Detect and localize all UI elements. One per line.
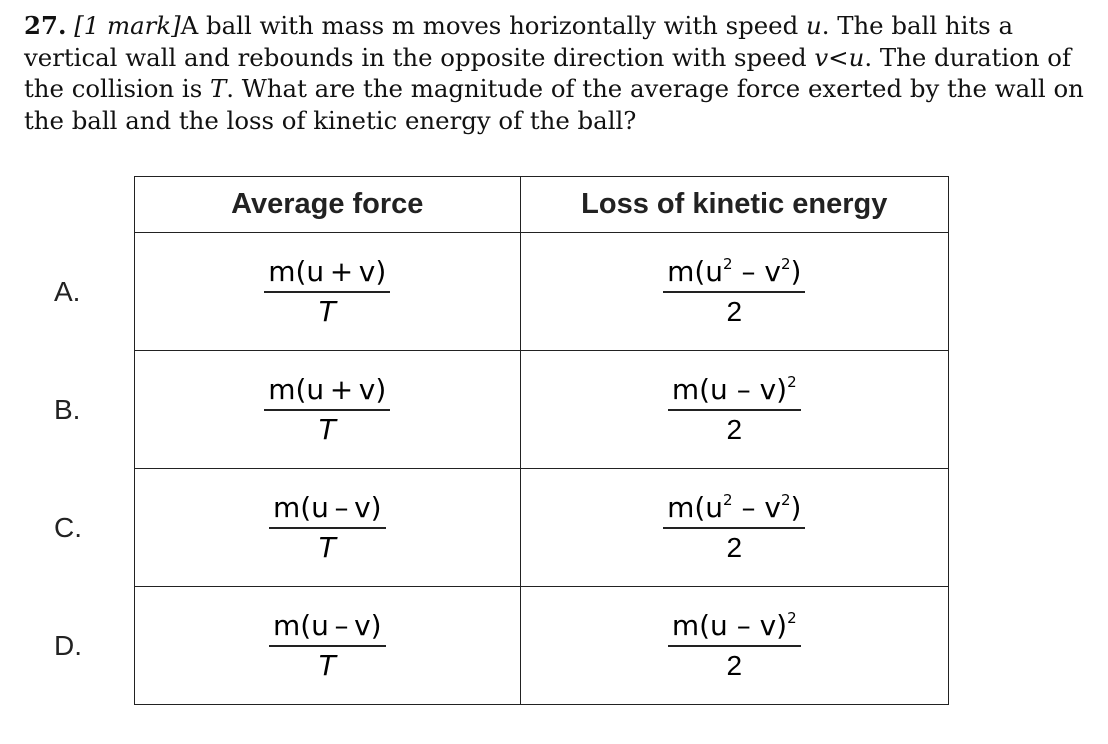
force-fraction xyxy=(269,609,386,683)
force-cell xyxy=(135,587,521,705)
energy-denominator: 2 xyxy=(726,413,743,445)
question-text-part: . The ball hits a vertical wall and rebounds in the opposite direction with speed xyxy=(24,11,1013,72)
force-denominator xyxy=(319,411,336,447)
question-text xyxy=(24,10,1094,136)
header-loss-kinetic-energy: Loss of kinetic energy xyxy=(520,177,948,233)
options-table xyxy=(134,176,949,705)
force-denominator xyxy=(319,529,336,565)
force-numerator: m(u + v) xyxy=(264,255,390,293)
energy-exponent: 2 xyxy=(723,254,733,273)
energy-fraction xyxy=(663,491,805,565)
force-denominator-var: T xyxy=(318,530,336,564)
force-numerator: m(u – v) xyxy=(269,609,386,647)
energy-num-part: – v xyxy=(732,490,781,524)
force-denominator-var: T xyxy=(318,412,336,446)
energy-num-part: ) xyxy=(790,490,802,524)
energy-num-part: m(u xyxy=(667,254,724,288)
table-row-b[interactable] xyxy=(135,351,949,469)
energy-numerator xyxy=(663,491,805,529)
energy-num-part: – v xyxy=(732,254,781,288)
table-row-c[interactable] xyxy=(135,469,949,587)
energy-numerator xyxy=(668,373,801,411)
energy-exponent: 2 xyxy=(780,254,791,273)
force-fraction xyxy=(269,491,386,565)
option-letter-d[interactable]: D. xyxy=(54,630,82,661)
force-fraction xyxy=(264,255,390,329)
force-numerator: m(u + v) xyxy=(264,373,390,411)
energy-num-part: m(u – v) xyxy=(671,372,788,406)
force-denominator-var: T xyxy=(318,648,336,682)
force-cell xyxy=(135,351,521,469)
question-number: 27. xyxy=(24,11,67,40)
energy-cell xyxy=(520,469,948,587)
question-text-part: . What are the magnitude of the average force exerted by the wall on the ball and the loss of kinetic energy of the ball? xyxy=(24,74,1084,135)
energy-exponent: 2 xyxy=(787,372,797,391)
energy-exponent: 2 xyxy=(723,490,733,509)
var-v-lt-u: v<u xyxy=(814,42,865,72)
force-numerator: m(u – v) xyxy=(269,491,386,529)
table-header-row xyxy=(135,177,949,233)
option-letter-c[interactable]: C. xyxy=(54,512,82,543)
energy-fraction xyxy=(668,373,801,447)
option-letter-a[interactable]: A. xyxy=(54,276,81,307)
energy-num-part: m(u xyxy=(667,490,724,524)
energy-exponent: 2 xyxy=(787,608,797,627)
table-row-a[interactable] xyxy=(135,233,949,351)
energy-denominator: 2 xyxy=(726,531,743,563)
force-denominator xyxy=(319,293,336,329)
force-denominator xyxy=(319,647,336,683)
energy-numerator xyxy=(668,609,801,647)
question-marks: [1 mark] xyxy=(74,11,181,40)
force-cell xyxy=(135,233,521,351)
question-text-part: A ball with mass m moves horizontally with speed xyxy=(180,11,806,40)
header-average-force: Average force xyxy=(135,177,521,233)
force-fraction xyxy=(264,373,390,447)
energy-denominator: 2 xyxy=(726,295,743,327)
energy-num-part: ) xyxy=(790,254,802,288)
energy-numerator xyxy=(663,255,805,293)
option-letter-b[interactable]: B. xyxy=(54,394,81,425)
question-text-part: . The duration of the collision is xyxy=(24,42,1071,103)
energy-exponent: 2 xyxy=(780,490,791,509)
energy-denominator: 2 xyxy=(726,649,743,681)
energy-cell xyxy=(520,233,948,351)
var-T: T xyxy=(209,74,227,103)
energy-fraction xyxy=(668,609,801,683)
energy-cell xyxy=(520,351,948,469)
var-u: u xyxy=(805,11,822,40)
force-cell xyxy=(135,469,521,587)
energy-fraction xyxy=(663,255,805,329)
energy-num-part: m(u – v) xyxy=(671,608,788,642)
force-denominator-var: T xyxy=(318,294,336,328)
energy-cell xyxy=(520,587,948,705)
table-row-d[interactable] xyxy=(135,587,949,705)
